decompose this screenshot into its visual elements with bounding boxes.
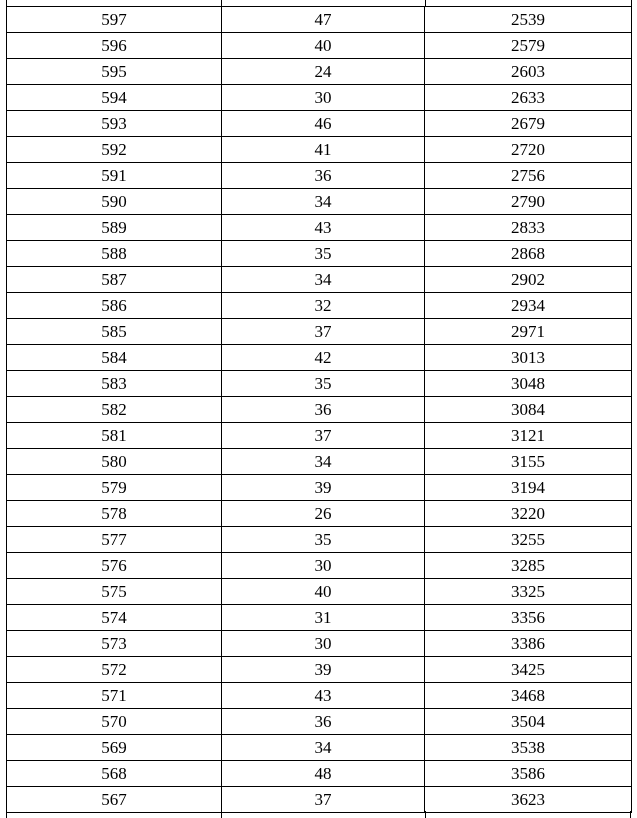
score-cell: 581 (7, 423, 222, 449)
score-cell: 577 (7, 527, 222, 553)
table-row (7, 293, 632, 319)
table-row (7, 215, 632, 241)
table-row (7, 345, 632, 371)
score-cell: 594 (7, 85, 222, 111)
cumulative-cell: 3586 (425, 761, 632, 787)
table-row (7, 137, 632, 163)
cumulative-cell: 2579 (425, 33, 632, 59)
count-cell: 43 (222, 683, 425, 709)
cumulative-cell: 2790 (425, 189, 632, 215)
table-row (7, 449, 632, 475)
count-cell: 36 (222, 397, 425, 423)
table-row (7, 111, 632, 137)
column-divider (425, 811, 426, 818)
count-cell: 35 (222, 241, 425, 267)
score-cell: 592 (7, 137, 222, 163)
score-cell: 578 (7, 501, 222, 527)
cumulative-cell: 2902 (425, 267, 632, 293)
count-cell: 34 (222, 189, 425, 215)
table-row (7, 501, 632, 527)
score-cell: 572 (7, 657, 222, 683)
count-cell: 47 (222, 7, 425, 33)
count-cell: 46 (222, 111, 425, 137)
cumulative-cell: 2971 (425, 319, 632, 345)
count-cell: 34 (222, 449, 425, 475)
score-cell: 582 (7, 397, 222, 423)
score-cell: 584 (7, 345, 222, 371)
count-cell: 39 (222, 657, 425, 683)
score-cell: 568 (7, 761, 222, 787)
table-row (7, 683, 632, 709)
table-row (7, 553, 632, 579)
score-cell: 585 (7, 319, 222, 345)
score-cell: 589 (7, 215, 222, 241)
cumulative-cell: 2679 (425, 111, 632, 137)
table-row (7, 7, 632, 33)
score-cell: 575 (7, 579, 222, 605)
score-cell: 586 (7, 293, 222, 319)
column-divider (6, 811, 7, 818)
column-divider (630, 811, 631, 818)
cumulative-cell: 3013 (425, 345, 632, 371)
cumulative-cell: 3121 (425, 423, 632, 449)
cumulative-cell: 2934 (425, 293, 632, 319)
table-row (7, 657, 632, 683)
cumulative-cell: 3504 (425, 709, 632, 735)
count-cell: 40 (222, 33, 425, 59)
table-row (7, 631, 632, 657)
cumulative-cell: 2756 (425, 163, 632, 189)
cumulative-cell: 3356 (425, 605, 632, 631)
score-cell: 588 (7, 241, 222, 267)
cumulative-cell: 2603 (425, 59, 632, 85)
count-cell: 36 (222, 163, 425, 189)
cumulative-cell: 3468 (425, 683, 632, 709)
cumulative-cell: 3538 (425, 735, 632, 761)
cumulative-cell: 3084 (425, 397, 632, 423)
count-cell: 24 (222, 59, 425, 85)
score-cell: 569 (7, 735, 222, 761)
table-row (7, 527, 632, 553)
table-body (7, 7, 632, 813)
table-row (7, 319, 632, 345)
count-cell: 36 (222, 709, 425, 735)
column-divider (221, 811, 222, 818)
cumulative-cell: 2720 (425, 137, 632, 163)
cumulative-cell: 3623 (425, 787, 632, 813)
score-cell: 583 (7, 371, 222, 397)
count-cell: 32 (222, 293, 425, 319)
cumulative-cell: 2539 (425, 7, 632, 33)
score-cell: 567 (7, 787, 222, 813)
table-row (7, 371, 632, 397)
count-cell: 30 (222, 553, 425, 579)
count-cell: 37 (222, 423, 425, 449)
table-row (7, 475, 632, 501)
score-cell: 573 (7, 631, 222, 657)
cumulative-cell: 2868 (425, 241, 632, 267)
score-cell: 580 (7, 449, 222, 475)
cumulative-cell: 3194 (425, 475, 632, 501)
count-cell: 30 (222, 631, 425, 657)
cumulative-cell: 2833 (425, 215, 632, 241)
score-cell: 595 (7, 59, 222, 85)
cumulative-cell: 3255 (425, 527, 632, 553)
score-cell: 570 (7, 709, 222, 735)
table-row (7, 605, 632, 631)
count-cell: 37 (222, 787, 425, 813)
table-row (7, 163, 632, 189)
cumulative-cell: 3386 (425, 631, 632, 657)
score-cell: 596 (7, 33, 222, 59)
score-cell: 593 (7, 111, 222, 137)
count-cell: 39 (222, 475, 425, 501)
count-cell: 48 (222, 761, 425, 787)
score-distribution-table (6, 6, 632, 813)
cumulative-cell: 3425 (425, 657, 632, 683)
count-cell: 42 (222, 345, 425, 371)
score-cell: 597 (7, 7, 222, 33)
count-cell: 35 (222, 371, 425, 397)
table-row (7, 761, 632, 787)
table-row (7, 33, 632, 59)
table-row (7, 423, 632, 449)
score-cell: 590 (7, 189, 222, 215)
cumulative-cell: 3285 (425, 553, 632, 579)
score-cell: 576 (7, 553, 222, 579)
table-row (7, 787, 632, 813)
count-cell: 34 (222, 735, 425, 761)
table-row (7, 85, 632, 111)
table-row (7, 397, 632, 423)
count-cell: 35 (222, 527, 425, 553)
cumulative-cell: 3220 (425, 501, 632, 527)
cumulative-cell: 3155 (425, 449, 632, 475)
score-cell: 579 (7, 475, 222, 501)
cumulative-cell: 3325 (425, 579, 632, 605)
count-cell: 41 (222, 137, 425, 163)
table-row (7, 241, 632, 267)
count-cell: 34 (222, 267, 425, 293)
table-row (7, 267, 632, 293)
score-cell: 591 (7, 163, 222, 189)
table-row (7, 59, 632, 85)
score-cell: 574 (7, 605, 222, 631)
table-bottom-edge (6, 811, 631, 818)
score-cell: 587 (7, 267, 222, 293)
table-row (7, 189, 632, 215)
table-row (7, 735, 632, 761)
count-cell: 30 (222, 85, 425, 111)
count-cell: 40 (222, 579, 425, 605)
count-cell: 31 (222, 605, 425, 631)
count-cell: 43 (222, 215, 425, 241)
score-cell: 571 (7, 683, 222, 709)
cumulative-cell: 3048 (425, 371, 632, 397)
table-row (7, 579, 632, 605)
count-cell: 37 (222, 319, 425, 345)
table-row (7, 709, 632, 735)
cumulative-cell: 2633 (425, 85, 632, 111)
count-cell: 26 (222, 501, 425, 527)
